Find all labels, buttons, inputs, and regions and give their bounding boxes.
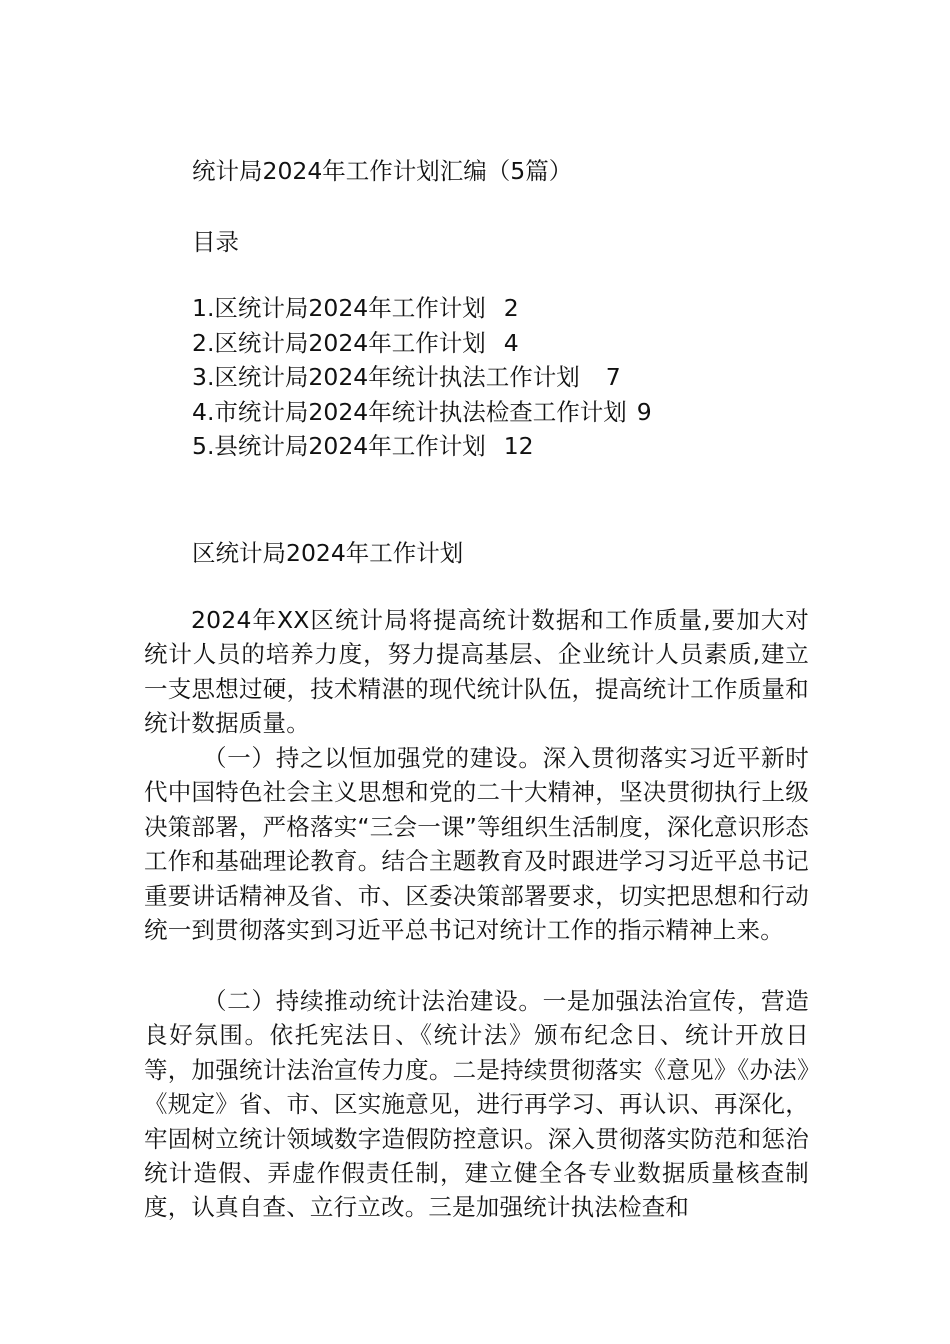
- toc-item-page: 4: [503, 328, 519, 357]
- toc-item-page: 12: [503, 432, 534, 460]
- toc-item[interactable]: [192, 361, 652, 396]
- toc-item-label: 3.区统计局2024年统计执法工作计划: [192, 363, 580, 391]
- toc-item-page: 9: [636, 397, 652, 426]
- toc-item-label: 4.市统计局2024年统计执法检查工作计划: [192, 397, 627, 426]
- toc-item-label: 2.区统计局2024年工作计划: [192, 328, 486, 357]
- toc-item-page: 7: [605, 363, 621, 391]
- toc-item-label: 5.县统计局2024年工作计划: [192, 432, 486, 460]
- document-title: 统计局2024年工作计划汇编（5篇）: [192, 157, 573, 185]
- toc-item-page: 2: [503, 294, 519, 322]
- toc-item-label: 1.区统计局2024年工作计划: [192, 294, 486, 322]
- body-paragraph: 2024年XX区统计局将提高统计数据和工作质量,要加大对统计人员的培养力度，努力提高基层、企业统计人员素质,建立一支思想过硬，技术精湛的现代统计队伍，提高统计工作质量和统计数据质量。: [144, 606, 809, 738]
- section-title: 区统计局2024年工作计划: [192, 539, 464, 567]
- toc-item[interactable]: [192, 292, 652, 327]
- toc-item[interactable]: [192, 327, 652, 362]
- body-paragraph: （二）持续推动统计法治建设。一是加强法治宣传，营造良好氛围。依托宪法日、《统计法》颁布纪念日、统计开放日等，加强统计法治宣传力度。二是持续贯彻落实《意见》《办法》《规定》省、市、区实施意见，进行再学习、再认识、再深化，牢固树立统计领域数字造假防控意识。深入贯彻落实防范和惩治统计造假、弄虚作假责任制，建立健全各专业数据质量核查制度，认真自查、立行立改。三是加强统计执法检查和: [144, 987, 809, 1222]
- table-of-contents: [192, 292, 652, 465]
- toc-heading: 目录: [192, 228, 239, 256]
- body-paragraph: （一）持之以恒加强党的建设。深入贯彻落实习近平新时代中国特色社会主义思想和党的二十大精神，坚决贯彻执行上级决策部署，严格落实“三会一课”等组织生活制度，深化意识形态工作和基础理论教育。结合主题教育及时跟进学习习近平总书记重要讲话精神及省、市、区委决策部署要求，切实把思想和行动统一到贯彻落实到习近平总书记对统计工作的指示精神上来。: [144, 744, 809, 945]
- toc-item[interactable]: [192, 396, 652, 431]
- toc-item[interactable]: [192, 430, 652, 465]
